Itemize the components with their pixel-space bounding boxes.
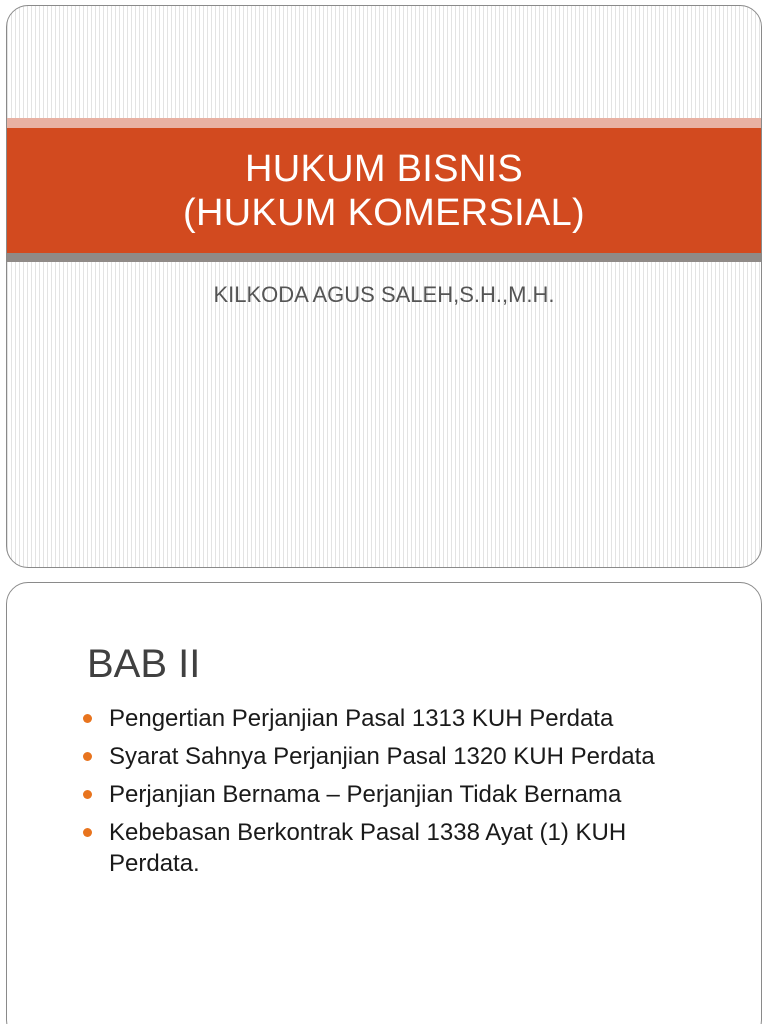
bullet-text: Pengertian Perjanjian Pasal 1313 KUH Perdata — [109, 705, 614, 732]
bullet-text: Syarat Sahnya Perjanjian Pasal 1320 KUH Perdata — [109, 743, 655, 770]
slide-heading: BAB II — [87, 642, 201, 686]
title-band-accent-bottom — [7, 253, 761, 262]
slide-title-line-1: HUKUM BISNIS — [244, 147, 524, 190]
bullet-item — [81, 741, 721, 772]
bullet-text: Perjanjian Bernama – Perjanjian Tidak Bernama — [109, 781, 622, 808]
title-band — [7, 128, 761, 253]
bullet-list — [81, 703, 721, 886]
slide-subtitle-author: KILKODA AGUS SALEH,S.H.,M.H. — [213, 282, 555, 307]
slide-title-line-2: (HUKUM KOMERSIAL) — [182, 191, 586, 234]
bullet-dot-icon — [83, 714, 92, 723]
bullet-item — [81, 703, 721, 734]
slide-1-title[interactable] — [6, 5, 762, 568]
bullet-dot-icon — [83, 828, 92, 837]
bullet-dot-icon — [83, 752, 92, 761]
bullet-dot-icon — [83, 790, 92, 799]
title-band-accent-top — [7, 118, 761, 128]
bullet-item — [81, 817, 721, 879]
slide-2-content[interactable] — [6, 582, 762, 1024]
bullet-item — [81, 779, 721, 810]
bullet-text: Kebebasan Berkontrak Pasal 1338 Ayat (1) KUH Perdata. — [109, 819, 627, 877]
